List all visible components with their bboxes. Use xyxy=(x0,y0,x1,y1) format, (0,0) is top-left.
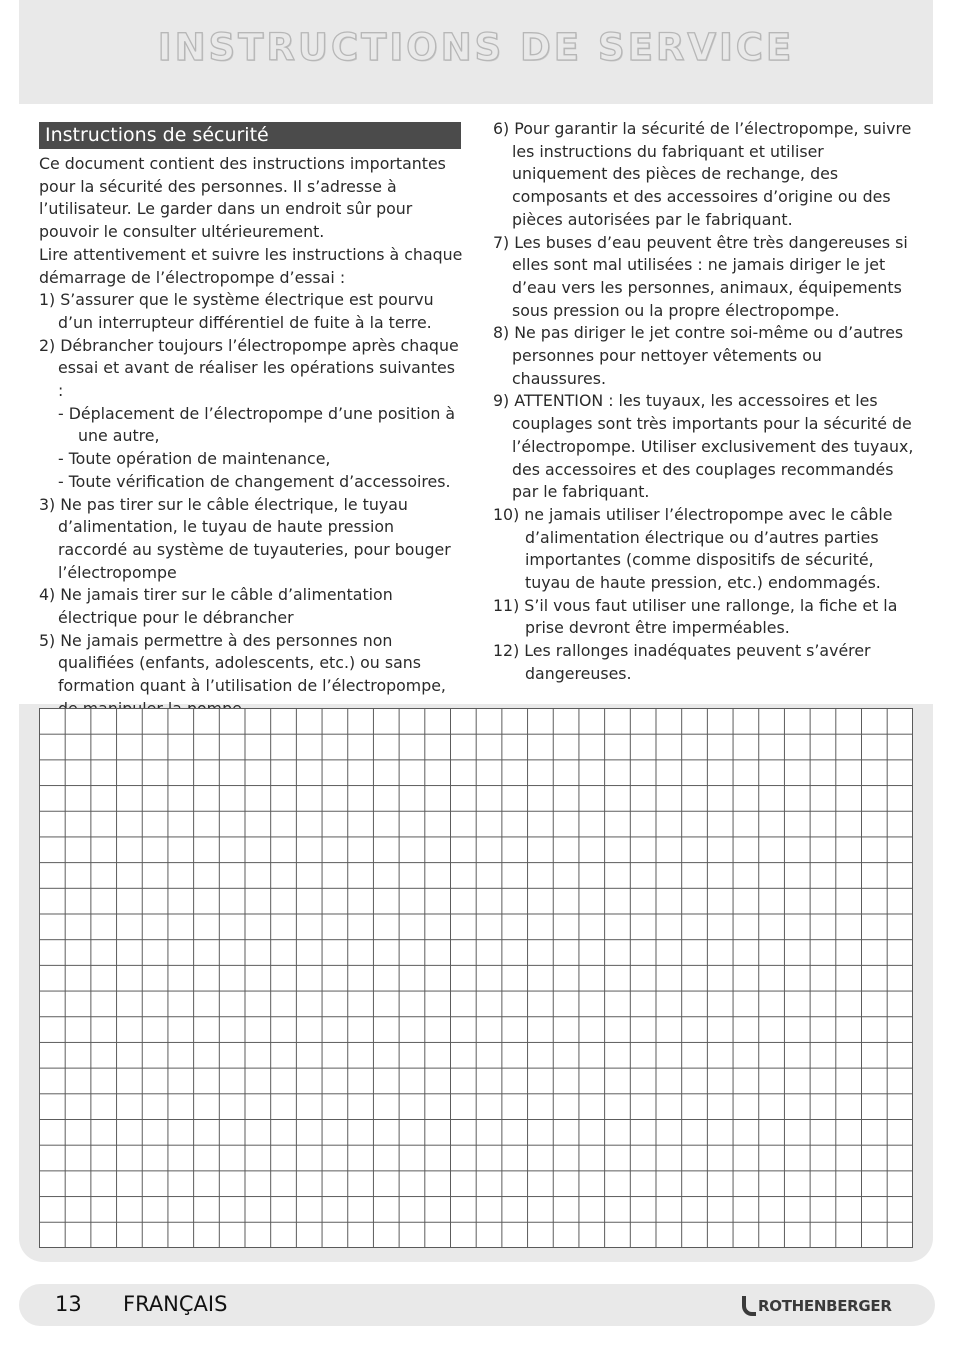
left-column xyxy=(39,153,463,721)
safety-item-4: 4) Ne jamais tirer sur le câble d’alimentation électrique pour le débrancher xyxy=(39,585,393,628)
brand-mark-icon xyxy=(742,1296,756,1316)
safety-item-3: 3) Ne pas tirer sur le câble électrique, le tuyau d’alimentation, le tuyau de haute pression raccordé au système de tuyauteries, pour bouger l’électropompe xyxy=(39,494,451,582)
safety-subitem: - Déplacement de l’électropompe d’une position à une autre, xyxy=(58,403,456,446)
safety-item-10: 10) ne jamais utiliser l’électropompe avec le câble d’alimentation électrique ou d’autres parties importantes (comme dispositifs de sécurité, tuyau de haute pression, etc.) endommagés. xyxy=(493,504,893,593)
safety-subitem: - Toute opération de maintenance, xyxy=(58,449,331,469)
lead-paragraph: Lire attentivement et suivre les instructions à chaque démarrage de l’électropompe d’essai : xyxy=(39,244,463,287)
brand-logo xyxy=(742,1293,902,1319)
page-title: INSTRUCTIONS DE SERVICE xyxy=(157,26,795,69)
safety-item-7: 7) Les buses d’eau peuvent être très dangereuses si elles sont mal utilisées : ne jamais diriger le jet d’eau vers les personnes, animaux, équipements sous pression ou la propre électropompe. xyxy=(493,232,908,320)
safety-item-1: 1) S’assurer que le système électrique est pourvu d’un interrupteur différentiel de fuite à la terre. xyxy=(39,290,434,332)
safety-item-6: 6) Pour garantir la sécurité de l’électropompe, suivre les instructions du fabriquant et utiliser uniquement des pièces de rechange, des composants et des accessoires d’origine ou des pièces autorisées par le fabriquant. xyxy=(493,119,912,229)
language-label: FRANÇAIS xyxy=(123,1292,228,1316)
safety-subitem: - Toute vérification de changement d’accessoires. xyxy=(58,471,451,491)
safety-item-11: 11) S’il vous faut utiliser une rallonge, la fiche et la prise devront être imperméables. xyxy=(493,595,898,638)
brand-name: ROTHENBERGER xyxy=(758,1297,892,1315)
page-number: 13 xyxy=(55,1292,82,1316)
intro-paragraph: Ce document contient des instructions importantes pour la sécurité des personnes. Il s’adresse à l’utilisateur. Le garder dans un endroit sûr pour pouvoir le consulter ultérieurement. xyxy=(39,154,446,242)
right-column xyxy=(493,118,917,686)
safety-item-2: 2) Débrancher toujours l’électropompe après chaque essai et avant de réaliser les opérations suivantes : xyxy=(39,335,459,401)
safety-item-5: 5) Ne jamais permettre à des personnes non qualifiées (enfants, adolescents, etc.) ou sans formation quant à l’utilisation de l’électropompe, xyxy=(39,630,446,696)
notes-grid xyxy=(39,708,913,1248)
safety-item-8: 8) Ne pas diriger le jet contre soi-même ou d’autres personnes pour nettoyer vêtements ou chaussures. xyxy=(493,323,904,388)
safety-item-9: 9) ATTENTION : les tuyaux, les accessoires et les couplages sont très importants pour la sécurité de l’électropompe. Utiliser exclusivement des tuyaux, des accessoires et des couplages recommandés par le fabriquant. xyxy=(493,391,914,502)
section-heading: Instructions de sécurité xyxy=(39,122,461,149)
safety-item-12: 12) Les rallonges inadéquates peuvent s’avérer dangereuses. xyxy=(493,641,871,683)
